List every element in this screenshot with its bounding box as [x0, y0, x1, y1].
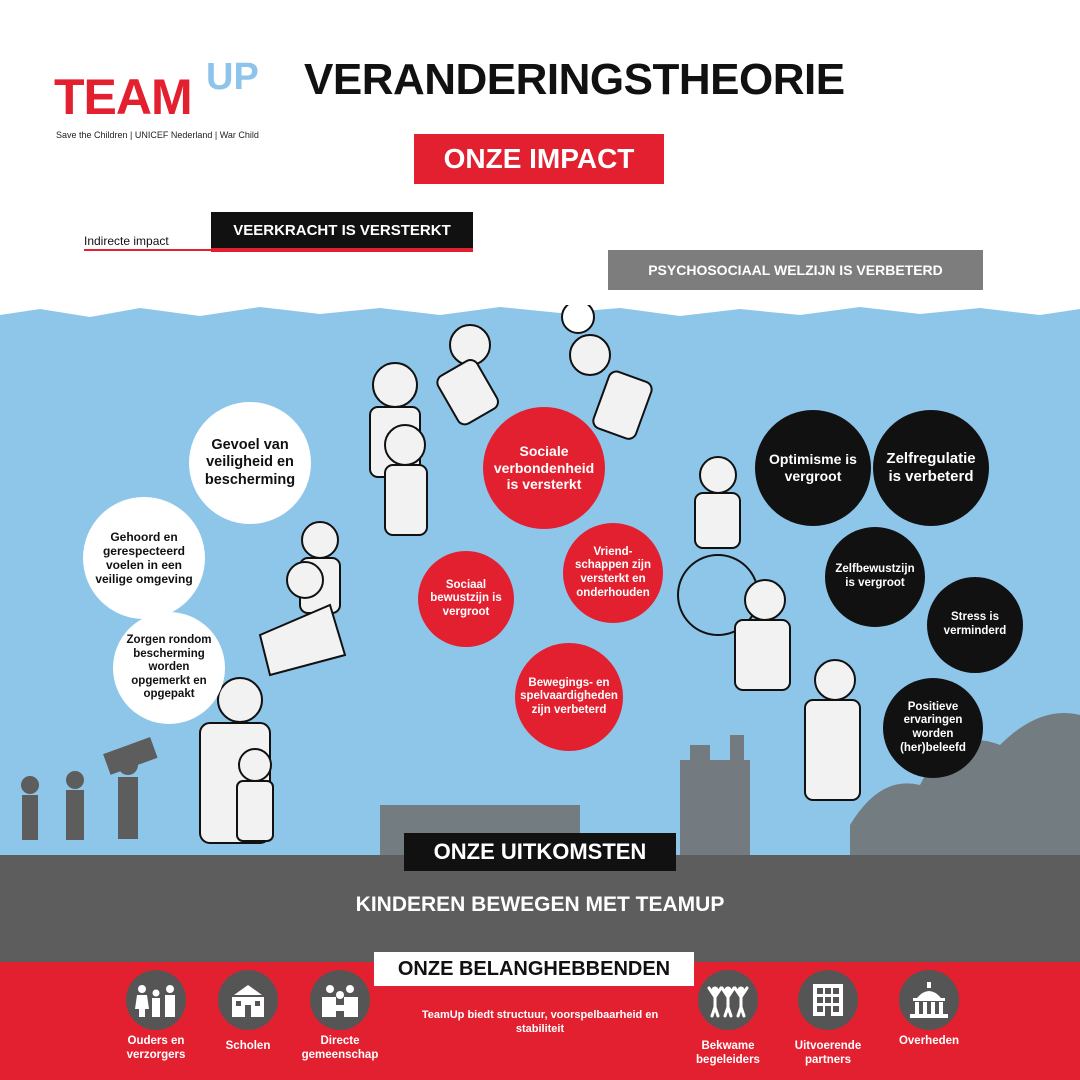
facilitators-icon	[698, 970, 758, 1030]
veerkracht-banner: VEERKRACHT IS VERSTERKT	[211, 212, 473, 252]
outcomes-subtitle: KINDEREN BEWEGEN MET TEAMUP	[355, 893, 725, 916]
parents-icon	[126, 970, 186, 1030]
outcome-circle-positive-experiences: Positieve ervaringen worden (her)beleefd	[883, 678, 983, 778]
partners-building-icon	[798, 970, 858, 1030]
logo-team: TEAM	[54, 69, 192, 125]
government-icon	[899, 970, 959, 1030]
logo-partners: Save the Children | UNICEF Nederland | War Child	[56, 130, 259, 140]
outcome-circle-social-awareness: Sociaal bewustzijn is vergroot	[418, 551, 514, 647]
impact-heading: ONZE IMPACT	[414, 134, 664, 184]
children-pyramid	[200, 305, 860, 843]
stakeholder-label-schools: Scholen	[225, 1040, 271, 1052]
outcome-circle-friendships: Vriend-schappen zijn versterkt en onderhouden	[563, 523, 663, 623]
outcome-circle-safety: Gevoel van veiligheid en bescherming	[189, 402, 311, 524]
indirect-impact-label: Indirecte impact	[84, 234, 169, 248]
page-title: VERANDERINGSTHEORIE	[304, 55, 845, 104]
refugees-silhouette	[21, 737, 158, 840]
stakeholder-label-government: Overheden	[898, 1035, 960, 1047]
stakeholders-heading: ONZE BELANGHEBBENDEN	[374, 952, 694, 986]
community-icon	[310, 970, 370, 1030]
stakeholder-label-partners: Uitvoerende partners	[794, 1040, 862, 1066]
school-icon	[218, 970, 278, 1030]
stakeholder-label-community: Directe gemeenschap	[301, 1035, 379, 1061]
psychosociaal-banner: PSYCHOSOCIAAL WELZIJN IS VERBETERD	[608, 250, 983, 290]
stakeholders-center-text: TeamUp biedt structuur, voorspelbaarheid en stabiliteit	[421, 1009, 659, 1035]
indirect-impact-line	[84, 249, 212, 251]
outcome-circle-respected: Gehoord en gerespecteerd voelen in een veilige omgeving	[83, 497, 205, 619]
outcome-circle-optimism: Optimisme is vergroot	[755, 410, 871, 526]
outcome-circle-self-regulation: Zelfregulatie is verbeterd	[873, 410, 989, 526]
logo-up: UP	[206, 56, 259, 98]
outcome-circle-social-connection: Sociale verbondenheid is versterkt	[483, 407, 605, 529]
outcome-circle-movement-skills: Bewegings- en spelvaardigheden zijn verbeterd	[515, 643, 623, 751]
stakeholder-label-parents: Ouders en verzorgers	[126, 1035, 186, 1061]
outcomes-heading: ONZE UITKOMSTEN	[404, 833, 676, 871]
outcome-circle-self-awareness: Zelfbewustzijn is vergroot	[825, 527, 925, 627]
outcome-circle-stress: Stress is verminderd	[927, 577, 1023, 673]
outcome-circle-protection: Zorgen rondom bescherming worden opgemerkt en opgepakt	[113, 612, 225, 724]
stakeholder-label-facilitators: Bekwame begeleiders	[696, 1040, 760, 1066]
